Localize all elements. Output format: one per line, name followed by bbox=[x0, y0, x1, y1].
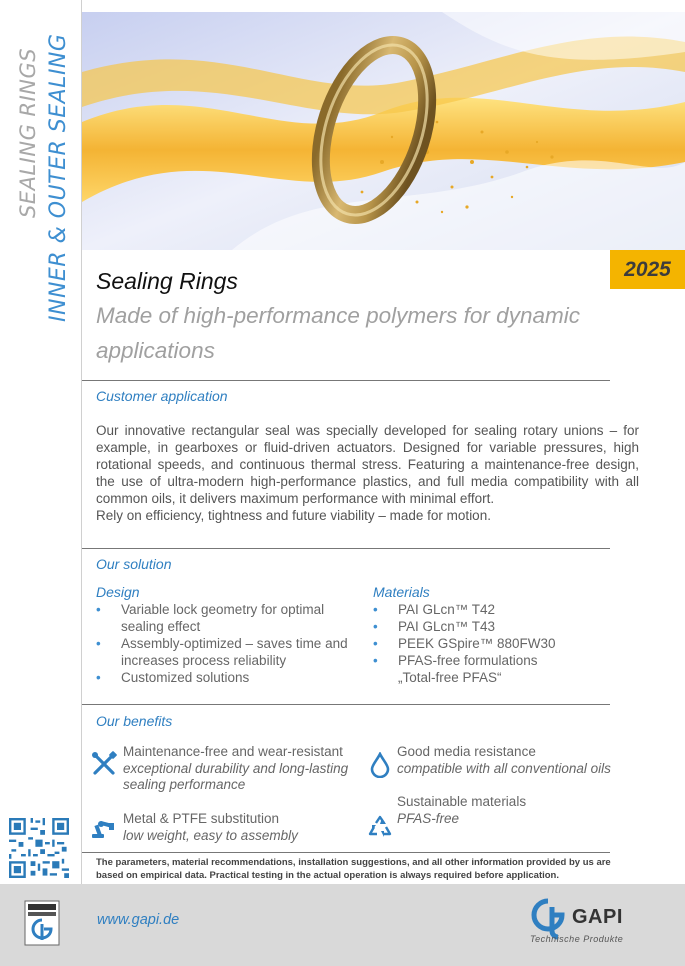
list-item: • PAI GLcn™ T43 bbox=[373, 618, 613, 635]
gapi-tagline: Technische Produkte bbox=[530, 934, 624, 944]
divider bbox=[82, 852, 610, 853]
list-item: • PAI GLcn™ T42 bbox=[373, 601, 613, 618]
benefit-metal-ptfe-substitution bbox=[123, 811, 363, 844]
list-item: „Total-free PFAS“ bbox=[398, 670, 502, 685]
benefit-media-resistance bbox=[397, 744, 642, 777]
divider bbox=[82, 548, 610, 549]
benefit-sustainable-materials bbox=[397, 794, 642, 827]
benefit-description: exceptional durability and long-lasting sealing performance bbox=[123, 760, 349, 792]
benefit-title: Sustainable materials bbox=[397, 794, 527, 809]
list-item: • Customized solutions bbox=[96, 669, 361, 686]
customer-application-closing: Rely on efficiency, tightness and future viability – made for motion. bbox=[96, 508, 491, 523]
benefit-description: PFAS-free bbox=[397, 810, 460, 826]
benefit-title: Metal & PTFE substitution bbox=[123, 811, 280, 826]
section-heading-our-solution: Our solution bbox=[96, 556, 172, 572]
sidebar-title-sealing-rings: SEALING RINGS bbox=[16, 47, 40, 218]
design-heading: Design bbox=[96, 584, 140, 600]
list-item: • Assembly-optimized – saves time and increases process reliability bbox=[96, 635, 361, 669]
sidebar-title-inner-outer-sealing: INNER & OUTER SEALING bbox=[46, 33, 71, 322]
divider bbox=[82, 380, 610, 381]
gapi-group-logo bbox=[24, 900, 60, 946]
materials-list bbox=[373, 601, 613, 686]
benefit-title: Maintenance-free and wear-resistant bbox=[123, 744, 343, 759]
section-heading-our-benefits: Our benefits bbox=[96, 713, 173, 729]
robot-arm-icon bbox=[90, 814, 116, 840]
list-item: • Variable lock geometry for optimal sealing effect bbox=[96, 601, 361, 635]
website-link[interactable]: www.gapi.de bbox=[97, 912, 180, 928]
section-heading-customer-application: Customer application bbox=[96, 388, 228, 404]
list-item: • PFAS-free formulations bbox=[373, 652, 613, 669]
gapi-brand-name: GAPI bbox=[572, 906, 623, 928]
disclaimer-text: The parameters, material recommendations, installation suggestions, and all other information provided by us are based on empirical data. Practical testing in the actual operation is always required before application. bbox=[96, 857, 611, 881]
design-list bbox=[96, 601, 361, 686]
hero-image-sealing-ring bbox=[82, 12, 685, 250]
drop-icon bbox=[367, 752, 393, 778]
list-item: • PEEK GSpire™ 880FW30 bbox=[373, 635, 613, 652]
year-badge: 2025 bbox=[610, 250, 685, 289]
materials-heading: Materials bbox=[373, 584, 430, 600]
page-title: Sealing Rings bbox=[96, 268, 238, 294]
recycle-icon bbox=[367, 814, 393, 840]
benefit-maintenance-free bbox=[123, 744, 363, 794]
benefit-title: Good media resistance bbox=[397, 744, 536, 759]
benefit-description: low weight, easy to assembly bbox=[123, 827, 298, 843]
benefit-description: compatible with all conventional oils bbox=[397, 760, 611, 776]
page-subtitle: Made of high-performance polymers for dynamic applications bbox=[96, 303, 580, 363]
customer-application-paragraph: Our innovative rectangular seal was specially developed for sealing rotary unions – for example, in gearboxes or fluid-driven actuators. Designed for variable pressures, high rotational speeds, and continuous thermal stress. Featuring a maintenance-free design, the use of ultra-modern high-performance plastics, and full media compatibility with all common oils, it delivers maximum performance with minimal effort. bbox=[96, 423, 639, 506]
customer-application-text bbox=[96, 422, 639, 524]
qr-code-icon[interactable] bbox=[9, 818, 69, 878]
divider bbox=[82, 704, 610, 705]
tools-icon bbox=[91, 751, 117, 777]
